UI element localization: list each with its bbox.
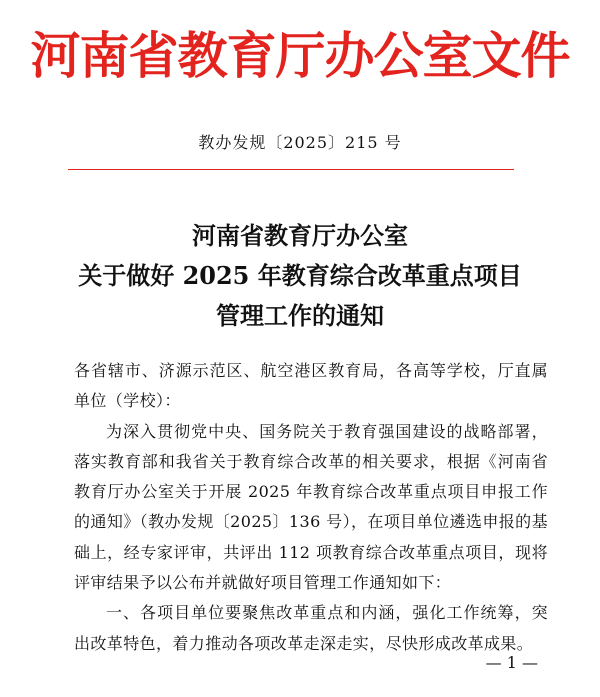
page-number: — 1 — [485,653,538,672]
salutation: 各省辖市、济源示范区、航空港区教育局，各高等学校，厅直属单位（学校）： [74,361,548,411]
document-body [74,356,548,659]
title-line-1: 河南省教育厅办公室 [192,221,408,250]
document-title [0,216,600,336]
document-masthead: 河南省教育厅办公室文件 [30,27,570,85]
body-paragraph-2: 一、各项目单位要聚焦改革重点和内涵，强化工作统筹，突出改革特色，着力推动各项改革走深走实，尽快形成改革成果。 [74,603,548,653]
body-paragraph-1: 为深入贯彻党中央、国务院关于教育强国建设的战略部署，落实教育部和我省关于教育综合改革的相关要求，根据《河南省教育厅办公室关于开展 2025 年教育综合改革重点项目申报工作的通知》（教办发规〔2025〕136 号），在项目单位遴选申报的基础上，经专家评审，共评出 112 项教育综合改革重点项目，现将评审结果予以公布并就做好项目管理工作通知如下： [74,421,548,593]
document-number: 教办发规〔2025〕215 号 [198,133,402,152]
title-line-3: 管理工作的通知 [216,301,384,330]
title-line-2: 关于做好 2025 年教育综合改革重点项目 [78,261,522,290]
red-divider-rule [68,169,514,170]
